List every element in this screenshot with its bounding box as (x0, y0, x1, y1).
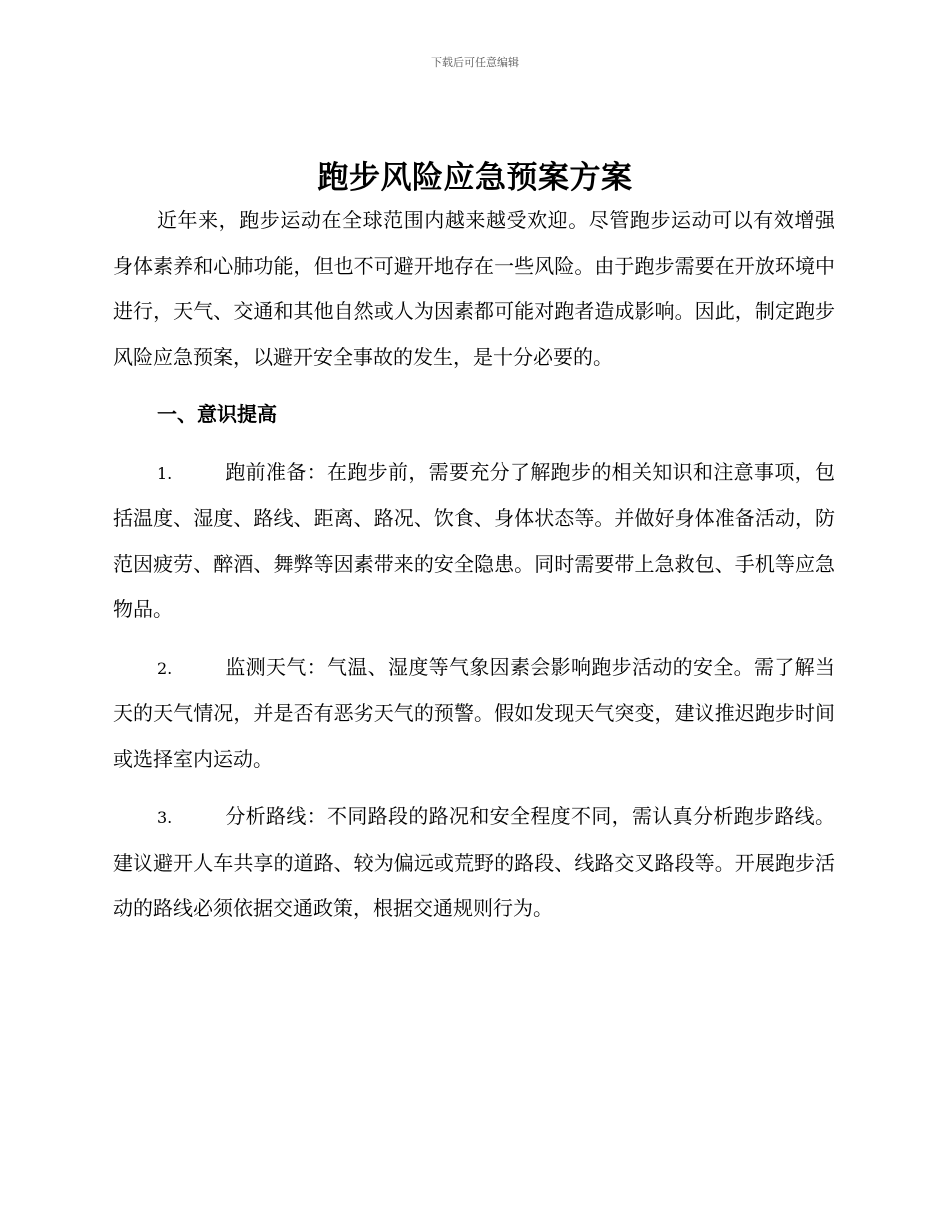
intro-paragraph: 近年来，跑步运动在全球范围内越来越受欢迎。尽管跑步运动可以有效增强身体素养和心肺功能，但也不可避开地存在一些风险。由于跑步需要在开放环境中进行，天气、交通和其他自然或人为因素都可能对跑者造成影响。因此，制定跑步风险应急预案，以避开安全事故的发生，是十分必要的。 (113, 208, 835, 369)
document-title: 跑步风险应急预案方案 (317, 160, 633, 196)
list-item-text: 跑前准备：在跑步前，需要充分了解跑步的相关知识和注意事项，包括温度、湿度、路线、距离、路况、饮食、身体状态等。并做好身体准备活动，防范因疲劳、醉酒、舞弊等因素带来的安全隐患。同时需要带上急救包、手机等应急物品。 (113, 459, 835, 621)
list-item-number: 1. (157, 463, 173, 483)
list-item-number: 2. (157, 658, 173, 678)
list-item (113, 794, 835, 932)
header-note: 下载后可任意编辑 (431, 56, 519, 69)
list-item-text: 分析路线：不同路段的路况和安全程度不同，需认真分析跑步路线。建议避开人车共享的道路、较为偏远或荒野的路段、线路交叉路段等。开展跑步活动的路线必须依据交通政策，根据交通规则行为。 (113, 804, 835, 920)
list-item-number: 3. (157, 808, 173, 827)
list-item (113, 645, 835, 783)
list-item (113, 450, 835, 633)
section-heading: 一、意识提高 (157, 402, 277, 426)
document-body (113, 198, 835, 944)
list-item-text: 监测天气：气温、湿度等气象因素会影响跑步活动的安全。需了解当天的天气情况，并是否有恶劣天气的预警。假如发现天气突变，建议推迟跑步时间或选择室内运动。 (113, 654, 835, 771)
